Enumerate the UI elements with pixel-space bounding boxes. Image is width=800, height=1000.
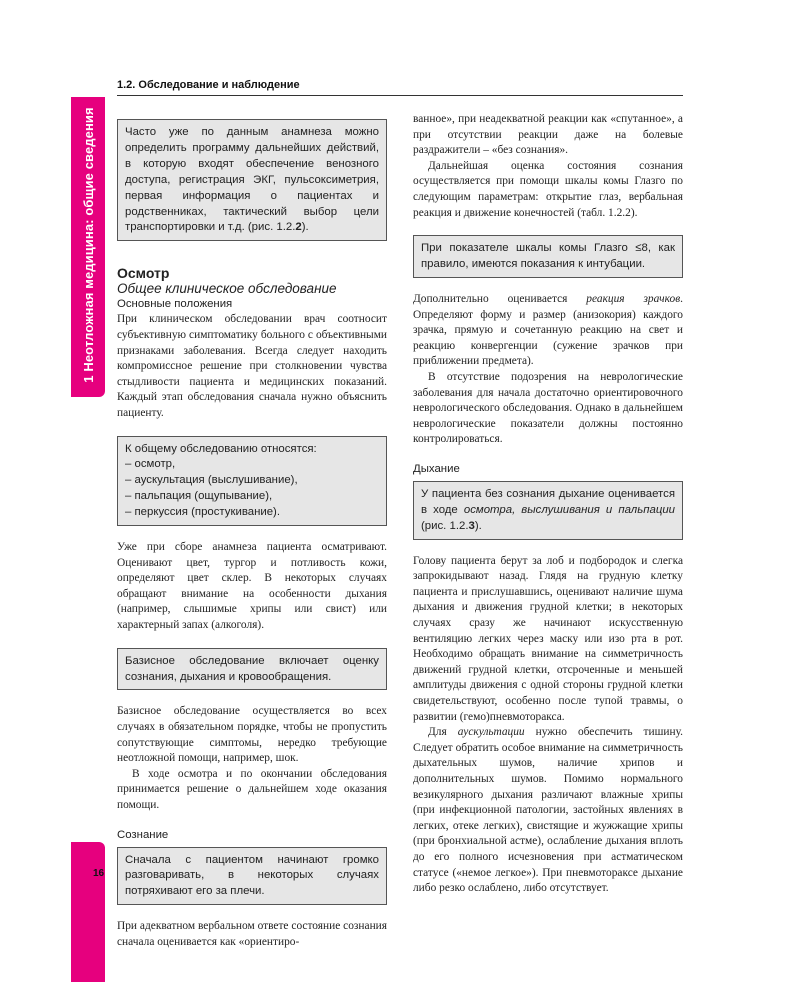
page-number-tab	[71, 842, 105, 982]
box-text: Часто уже по данным анамнеза можно определить программу дальнейших действий, в которую входят обеспечение венозного доступа, регистрация ЭКГ, пульсоксиметрия, первая информация о пациентах и родственниках, тактический выбор цели транспортировки и т.д. (рис. 1.2.	[125, 126, 379, 234]
exam-list	[125, 457, 379, 521]
text: нужно обеспечить тишину. Следует обратить особое внимание на симметричность дыхательных шумов, наличие хрипов и дополнительных шумов. Помимо нормального везикулярного дыхания различают влажные хрипы (при инфекционной патологии, застойных явлениях в легких, отеке легких), свистящие и жужжащие хрипы (при бронхиальной астме), ослабление дыхания вплоть до его полного исчезновения при астматическом статусе («немое легкое»). При пневмотораксе дыхание либо резко ослаблено, либо отсутствует.	[413, 726, 683, 895]
list-item: – перкуссия (простукивание).	[125, 505, 379, 521]
list-item: – пальпация (ощупывание),	[125, 489, 379, 505]
section-title-soznanie: Сознание	[117, 828, 169, 841]
emphasis: аускультации	[457, 726, 525, 739]
highlight-box-basic-exam	[117, 648, 387, 691]
page-number: 16	[93, 868, 105, 879]
right-column	[413, 112, 683, 897]
figure-ref: 3	[468, 519, 475, 532]
text: Дополнительно оценивается	[413, 292, 587, 305]
highlight-box-anamnesis	[117, 119, 387, 241]
box-title: К общему обследованию относятся:	[125, 442, 317, 455]
box-text: (рис. 1.2.	[421, 519, 469, 532]
paragraph: ванное», при неадекватной реакции как «спутанное», а при отсутствии реакции даже на болевые раздражители – «без сознания».	[413, 113, 683, 157]
paragraph: Дальнейшая оценка состояния сознания осуществляется при помощи шкалы комы Глазго по следующим параметрам: открытие глаз, вербальная реакция и движение конечностей (табл. 1.2.2).	[413, 159, 683, 219]
text: Для	[428, 726, 458, 739]
list-item: – осмотр,	[125, 457, 379, 473]
running-header: 1.2. Обследование и наблюдение	[117, 79, 300, 91]
box-text: Сначала с пациентом начинают громко разговаривать, в некоторых случаях потряхивают его за плечи.	[125, 853, 379, 898]
list-item: – аускультация (выслушивание),	[125, 473, 379, 489]
paragraph-auscultation	[413, 725, 683, 897]
box-text-end: ).	[301, 221, 309, 234]
section-subtitle: Общее клиническое обследование	[117, 281, 337, 297]
paragraph: Голову пациента берут за лоб и подбородок и слегка запрокидывают назад. Глядя на грудную клетку пациента и прислушавшись, оценивают наличие шума дыхания и движения грудной клетки; в некоторых случаях сразу же начинают искусственную вентиляцию легких через маску или изо рта в рот. Необходимо обращать внимание на симметричность движений грудной клетки, отсроченные и меньшей амплитуды движения с одной стороны грудной клетки свидетельствуют, особенно после тупой травмы, о развитии (гемо)пневмоторакса.	[413, 554, 683, 723]
chapter-side-label: 1 Неотложная медицина: общие сведения	[80, 107, 96, 383]
highlight-box-glasgow	[413, 235, 683, 278]
emphasis: осмотра, выслушивания и пальпации	[463, 503, 676, 516]
paragraph: При клиническом обследовании врач соотносит субъективную симптоматику больного с объективными признаками заболевания. Всегда следует находить компромиссное решение при столкновении чувства стыдливости пациента и медицинских показаний. Каждый этап обследования сначала нужно объяснить пациенту.	[117, 313, 387, 419]
paragraph: В отсутствие подозрения на неврологические заболевания для начала достаточно ориентировочного неврологического обследования. Однако в дальнейшем неврологические показатели должны постоянно контролироваться.	[413, 370, 683, 446]
text: . Определяют форму и размер (анизокория) каждого зрачка, прямую и сочетанную реакцию на свет и реакцию конвергенции (сужение зрачков при приближении предмета).	[413, 292, 684, 368]
highlight-box-consciousness	[117, 847, 387, 906]
paragraph: В ходе осмотра и по окончании обследования принимается решение о дальнейшем ходе оказания помощи.	[117, 767, 387, 811]
box-text-end: ).	[474, 519, 482, 532]
section-title-dyhanie: Дыхание	[413, 462, 460, 475]
highlight-box-breathing	[413, 481, 683, 540]
box-text: У пациента без сознания дыхание оценивается в ходе	[421, 487, 675, 516]
box-text: При показателе шкалы комы Глазго ≤8, как правило, имеются показания к интубации.	[421, 242, 675, 271]
figure-ref: 2	[295, 221, 302, 234]
box-text: Базисное обследование включает оценку сознания, дыхания и кровообращения.	[125, 654, 379, 683]
paragraph: Базисное обследование осуществляется во всех случаях в обязательном порядке, чтобы не пропустить сопутствующие симптомы, нередко требующие неотложной помощи, например, шок.	[117, 705, 387, 765]
paragraph-pupils	[413, 292, 683, 370]
paragraph: При адекватном вербальном ответе состояние сознания сначала оценивается как «ориентиро-	[117, 920, 387, 948]
paragraph: Уже при сборе анамнеза пациента осматривают. Оценивают цвет, тургор и потливость кожи, определяют цвет склер. В некоторых случаях обращают внимание на особенности дыхания (например, слышимые хрипы или свист) или характерный запах (алкоголя).	[117, 541, 387, 631]
section-subheading: Основные положения	[117, 298, 233, 311]
emphasis: реакция зрачков	[586, 292, 681, 305]
left-column	[117, 112, 387, 950]
highlight-box-general-exam	[117, 436, 387, 527]
header-rule	[117, 95, 683, 96]
section-title-osmotr: Осмотр	[117, 265, 170, 282]
